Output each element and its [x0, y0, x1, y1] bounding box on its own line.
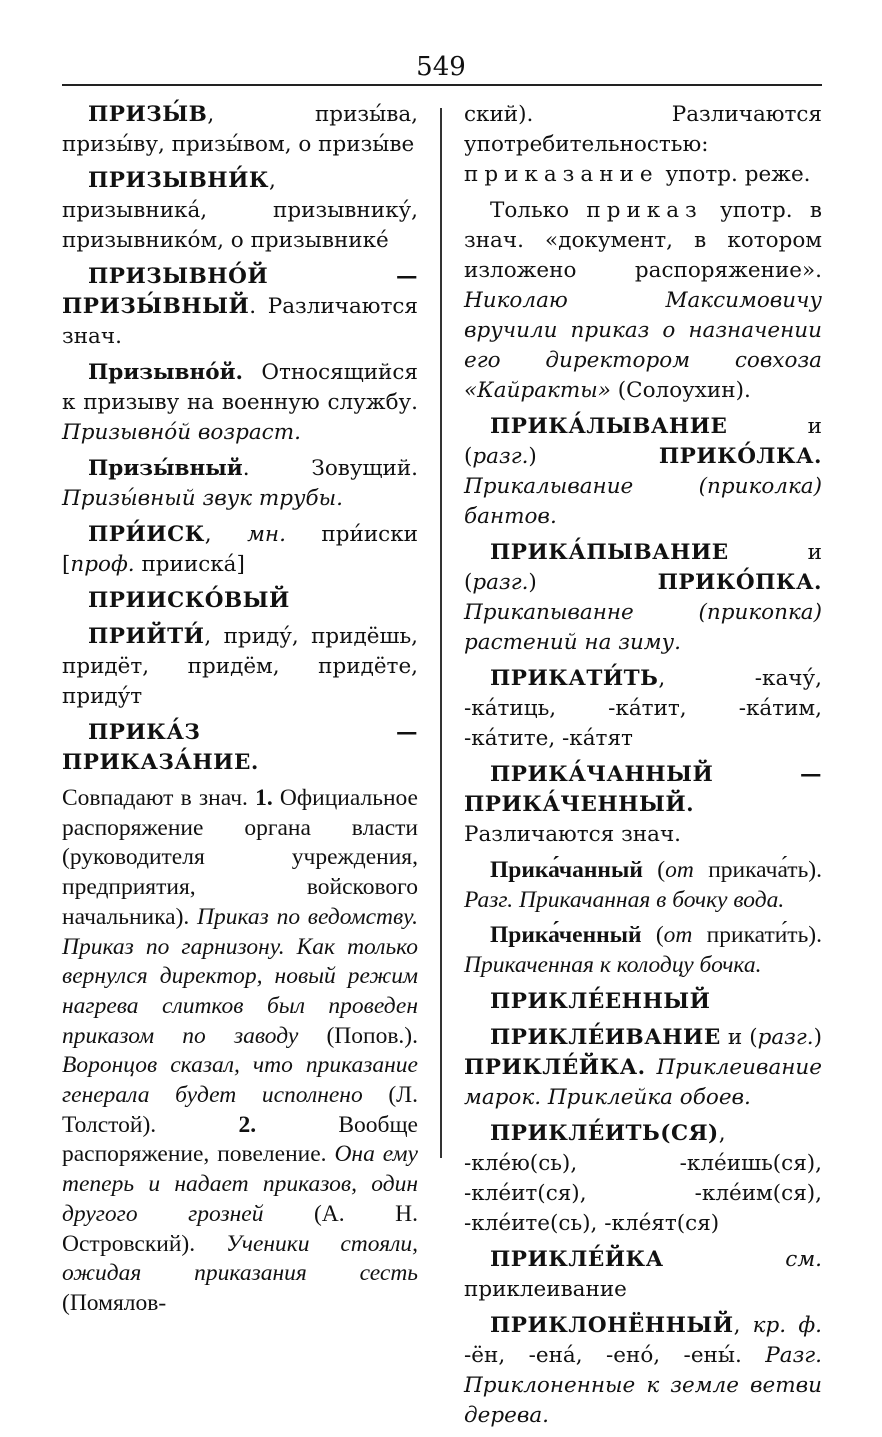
dictionary-entry	[62, 586, 418, 616]
headword: ПРИКА́ЛЫВАНИЕ	[490, 414, 728, 439]
entry-text: )	[528, 444, 659, 469]
italic-text: разг.	[472, 444, 529, 469]
entry-text: и (	[464, 540, 822, 595]
entry-text: Вообще распоряжение, повеление.	[62, 1111, 418, 1168]
page-number: 549	[416, 52, 466, 82]
dictionary-entry	[464, 1023, 822, 1113]
headword: ПРИЗЫ́В	[88, 102, 208, 127]
dictionary-entry	[464, 760, 822, 850]
entry-text: )	[813, 1024, 822, 1050]
italic-text: мн.	[247, 522, 286, 547]
italic-text: Прикапыванне (прикопка) растений на зиму.	[464, 600, 822, 655]
entry-text: и (	[464, 414, 822, 469]
entry-text: . Зовущий.	[242, 456, 418, 481]
bold-term: Призывно́й.	[88, 360, 244, 385]
entry-text: , -качу́, -ка́тиць, -ка́тит, -ка́тим, -ка́тите, -ка́тят	[464, 666, 822, 751]
entry-text: ,	[733, 1312, 753, 1338]
entry-text: ский). Различаются употребительностью:	[464, 102, 822, 157]
entry-text: (Помялов-	[62, 1289, 167, 1316]
headword: ПРИИСКО́ВЫЙ	[88, 588, 290, 613]
italic-text: проф.	[70, 552, 135, 577]
entry-text: прикача́ть).	[693, 857, 822, 883]
entry-text: (	[642, 857, 666, 883]
entry-text: Официальное распоряжение органа власти (руководителя учреждения, предприятия, войскового начальника).	[62, 785, 418, 930]
dictionary-entry	[464, 856, 822, 915]
bold-term: Призы́вный	[88, 456, 243, 481]
entry-text: Относящийся к призыву на военную службу.	[62, 360, 418, 415]
bold-term: Прика́чанный	[490, 857, 643, 883]
dictionary-entry	[62, 262, 418, 352]
headword: ПРИКАТИ́ТЬ	[490, 666, 659, 691]
headword: ПРИКО́ПКА.	[657, 570, 822, 595]
italic-text: Призы́вный звук трубы.	[62, 486, 343, 511]
headword: ПРИКЛЕ́ЙКА	[490, 1246, 664, 1272]
dictionary-entry	[62, 784, 418, 1319]
entry-text: прииска́]	[134, 552, 245, 577]
dictionary-entry	[464, 921, 822, 980]
column-divider	[440, 108, 442, 1158]
entry-text: (Попов.).	[298, 1022, 418, 1049]
entry-text: -ён, -ена́, -ено́, -ены́.	[464, 1342, 766, 1368]
italic-text: Николаю Максимовичу вручили приказ о назначении его директором совхоза «Кайракты»	[464, 288, 822, 403]
italic-text: см.	[785, 1246, 822, 1272]
dictionary-entry	[62, 100, 418, 160]
headword: ПРИКЛЕ́ЕННЫЙ	[490, 988, 711, 1014]
bold-term: 1.	[255, 785, 273, 811]
headword: ПРИЙТИ́	[88, 624, 205, 649]
headword: ПРИКА́ЧАННЫЙ — ПРИКА́ЧЕННЫЙ.	[464, 762, 822, 817]
italic-text: Прикаченная к колодцу бочка.	[464, 952, 762, 979]
entry-text: , приду́, придёшь, придёт, придём, придёте, приду́т	[62, 624, 418, 709]
entry-text: ,	[204, 522, 248, 547]
headword: ПРИКА́ПЫВАНИЕ	[490, 540, 729, 565]
dictionary-entry	[464, 1119, 822, 1239]
italic-text: Ученики стояли, ожидая приказания сесть	[62, 1230, 418, 1287]
headword: ПРИЗЫВНО́Й — ПРИЗЫ́ВНЫЙ	[62, 264, 418, 319]
dictionary-entry	[62, 718, 418, 778]
entry-text: , призы́ва, призы́ву, призы́вом, о призы́ве	[62, 102, 418, 157]
italic-text: Воронцов сказал, что приказание генерала будет исполнено	[62, 1052, 418, 1109]
bold-term: 2.	[238, 1111, 257, 1138]
headword: ПРИКЛОНЁННЫЙ	[490, 1312, 734, 1338]
headword: ПРИКО́ЛКА.	[658, 444, 822, 469]
spaced-term: приказание	[464, 162, 659, 187]
entry-text: приклеивание	[464, 1276, 627, 1302]
entry-text: . Различаются знач.	[62, 294, 418, 349]
entry-text: употр. реже.	[658, 162, 811, 187]
dictionary-entry	[464, 100, 822, 190]
entry-text: (Солоухин).	[610, 378, 751, 403]
italic-text: Разг. Прикачанная в бочку вода.	[464, 886, 785, 913]
dictionary-entry	[464, 664, 822, 754]
entry-text: Совпадают в знач.	[62, 785, 256, 811]
entry-text: , призывника́, призывнику́, призывнико́м, о призывнике́	[62, 168, 418, 253]
right-column	[464, 100, 822, 1437]
italic-text: Призывно́й возраст.	[62, 420, 301, 445]
italic-text: разг.	[472, 570, 529, 595]
dictionary-entry	[464, 412, 822, 532]
dictionary-entry	[464, 987, 822, 1017]
headword: ПРИКА́З — ПРИКАЗА́НИЕ.	[62, 720, 418, 775]
italic-text: от	[665, 857, 694, 883]
entry-text: при́иски [	[62, 522, 418, 577]
headword: ПРИКЛЕ́ЙКА.	[464, 1054, 646, 1080]
entry-text: и (	[720, 1024, 758, 1050]
headword: ПРИЗЫВНИ́К	[88, 168, 269, 193]
top-rule	[62, 84, 822, 86]
entry-text: (Л. Толстой).	[62, 1082, 418, 1138]
dictionary-entry	[464, 196, 822, 406]
dictionary-entry	[464, 538, 822, 658]
dictionary-entry	[62, 358, 418, 448]
italic-text: Приказ по ведомству. Приказ по гарнизону. Как только вернулся директор, новый режим нагрева слитков был проведен приказом по заводу	[62, 903, 419, 1049]
entry-text: (А. Н. Островский).	[62, 1200, 418, 1257]
italic-text: Она ему теперь и надает приказов, один другого грозней	[62, 1141, 418, 1227]
entry-text: прикати́ть).	[692, 922, 822, 949]
left-column	[62, 100, 418, 1325]
italic-text: Прикалывание (приколка) бантов.	[464, 474, 822, 529]
dictionary-entry	[62, 454, 418, 514]
entry-text	[664, 1247, 786, 1272]
dictionary-entry	[464, 1245, 822, 1305]
dictionary-entry	[62, 166, 418, 256]
italic-text: кр. ф.	[752, 1312, 823, 1338]
headword: ПРИКЛЕ́ИВАНИЕ	[490, 1024, 721, 1050]
italic-text: Разг. Приклоненные к земле ветви дерева.	[464, 1342, 822, 1428]
italic-text: от	[663, 922, 693, 949]
entry-text: Только	[490, 198, 587, 223]
headword: ПРИ́ИСК	[88, 522, 205, 547]
italic-text: разг.	[757, 1024, 814, 1050]
entry-text: (	[641, 922, 664, 949]
bold-term: Прика́ченный	[490, 922, 642, 949]
italic-text: Приклеивание марок. Приклейка обоев.	[464, 1054, 822, 1110]
dictionary-entry	[62, 520, 418, 580]
spaced-term: приказ	[586, 198, 703, 223]
dictionary-entry	[62, 622, 418, 712]
entry-text: )	[528, 570, 658, 595]
entry-text: Различаются знач.	[464, 822, 682, 847]
dictionary-entry	[464, 1311, 822, 1431]
headword: ПРИКЛЕ́ИТЬ(СЯ)	[490, 1120, 719, 1146]
entry-text: употр. в знач. «документ, в котором изложено распоряжение».	[464, 198, 822, 283]
entry-text: , -кле́ю(сь), -кле́ишь(ся), -кле́ит(ся), -кле́им(ся), -кле́ите(сь), -кле́ят(ся)	[464, 1120, 822, 1236]
entry-text	[646, 1055, 657, 1080]
